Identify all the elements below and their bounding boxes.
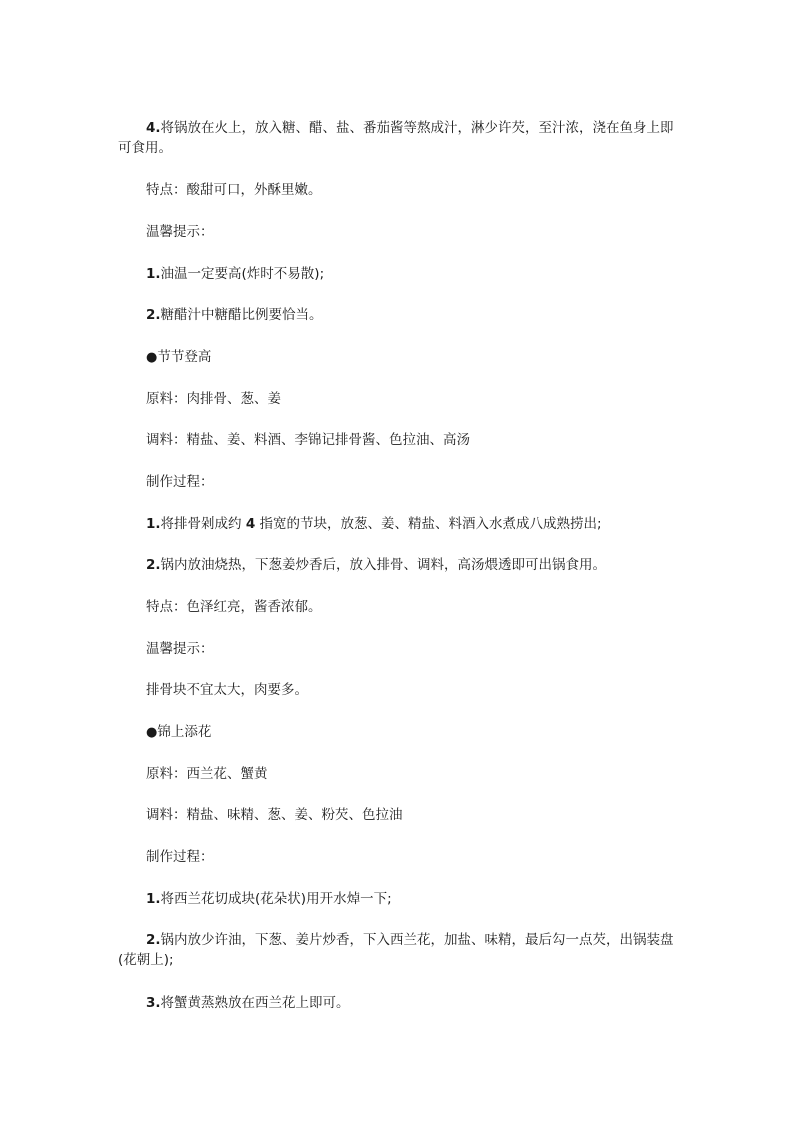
paragraph-text: 油温一定要高(炸时不易散); [160, 266, 325, 282]
paragraph-tips-heading [118, 639, 680, 659]
paragraph-tips-heading [118, 222, 680, 242]
bullet-icon: ● [146, 350, 158, 365]
paragraph-features [118, 597, 680, 617]
paragraph-text: 将西兰花切成块(花朵状)用开水焯一下; [160, 891, 392, 907]
paragraph-features [118, 180, 680, 200]
paragraph-process-heading [118, 847, 680, 867]
step-number: 4. [146, 120, 161, 136]
paragraph-tip-2 [118, 305, 680, 325]
paragraph-text: 特点：色泽红亮，酱香浓郁。 [146, 599, 322, 615]
paragraph-text: 特点：酸甜可口，外酥里嫩。 [146, 182, 322, 198]
paragraph-text: 锅内放油烧热，下葱姜炒香后，放入排骨、调料，高汤煨透即可出锅食用。 [160, 557, 607, 573]
paragraph-text: 将排骨剁成约 [160, 516, 242, 532]
step-number: 3. [146, 995, 161, 1011]
paragraph-text: 调料：精盐、味精、葱、姜、粉芡、色拉油 [146, 807, 403, 823]
paragraph-step-1 [118, 514, 680, 534]
paragraph-step-4 [118, 118, 680, 158]
step-number: 2. [146, 557, 161, 573]
paragraph-ingredients [118, 764, 680, 784]
section-title: 节节登高 [157, 349, 212, 365]
paragraph-tip-1 [118, 264, 680, 284]
paragraph-text: 温馨提示： [146, 224, 214, 240]
paragraph-seasonings [118, 805, 680, 825]
section-title: 锦上添花 [157, 724, 212, 740]
step-number: 2. [146, 307, 161, 323]
paragraph-seasonings [118, 430, 680, 450]
step-number: 1. [146, 516, 161, 532]
paragraph-step-3 [118, 993, 680, 1013]
section-heading-jinshang-tianhua [118, 722, 680, 743]
step-number: 1. [146, 891, 161, 907]
paragraph-step-2 [118, 930, 680, 970]
paragraph-text: 调料：精盐、姜、料酒、李锦记排骨酱、色拉油、高汤 [146, 432, 470, 448]
bullet-icon: ● [146, 725, 158, 740]
paragraph-text: 糖醋汁中糖醋比例要恰当。 [160, 307, 323, 323]
paragraph-text: 将蟹黄蒸熟放在西兰花上即可。 [160, 995, 350, 1011]
paragraph-text: 温馨提示： [146, 641, 214, 657]
paragraph-text: 锅内放少许油，下葱、姜片炒香，下入西兰花，加盐、味精，最后勾一点芡，出锅装盘(花朝上); [118, 932, 674, 968]
paragraph-step-2 [118, 555, 680, 575]
section-heading-jiejie-denggao [118, 347, 680, 368]
paragraph-tip [118, 680, 680, 700]
paragraph-text: 原料：西兰花、蟹黄 [146, 766, 268, 782]
paragraph-text: 原料：肉排骨、葱、姜 [146, 391, 281, 407]
paragraph-step-1 [118, 889, 680, 909]
inline-number: 4 [245, 516, 256, 532]
paragraph-process-heading [118, 472, 680, 492]
paragraph-text: 制作过程： [146, 849, 214, 865]
paragraph-text: 将锅放在火上，放入糖、醋、盐、番茄酱等熬成汁，淋少许芡，至汁浓，浇在鱼身上即可食用。 [118, 120, 674, 156]
paragraph-text: 制作过程： [146, 474, 214, 490]
paragraph-text: 指宽的节块，放葱、姜、精盐、料酒入水煮成八成熟捞出; [259, 516, 602, 532]
paragraph-text: 排骨块不宜太大，肉要多。 [146, 682, 308, 698]
step-number: 1. [146, 266, 161, 282]
step-number: 2. [146, 932, 161, 948]
paragraph-ingredients [118, 389, 680, 409]
